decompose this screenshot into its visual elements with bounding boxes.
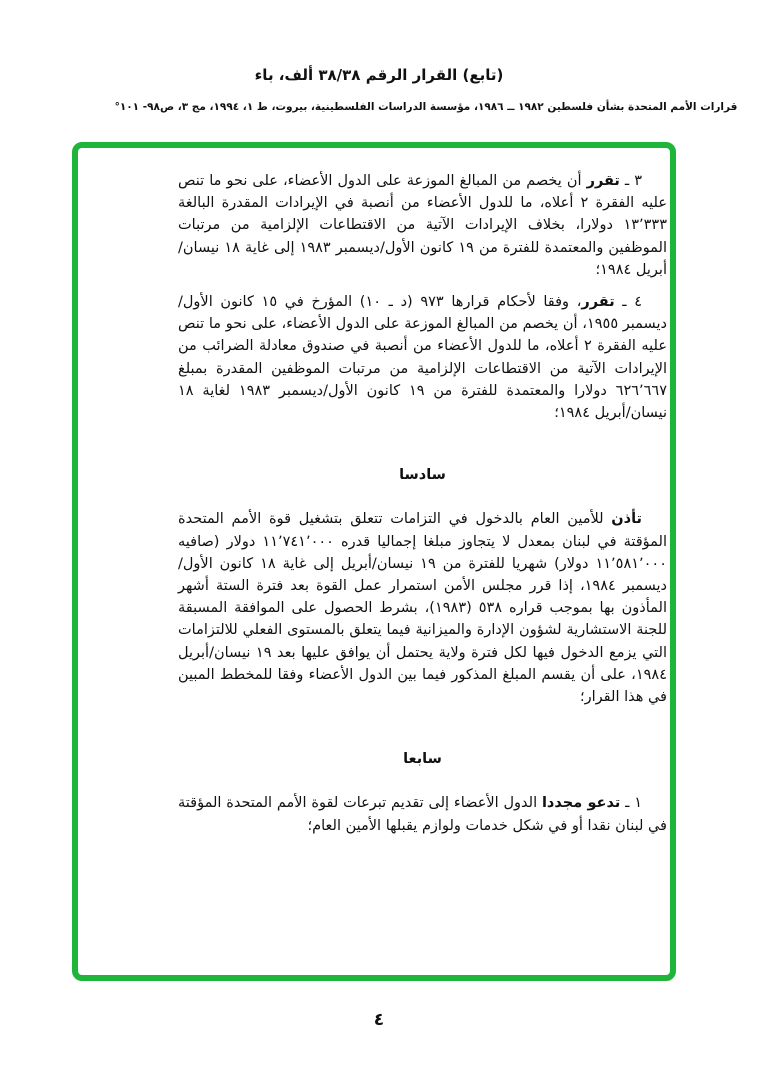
paragraph: ١ ـ تدعو مجددا الدول الأعضاء إلى تقديم تبرعات لقوة الأمم المتحدة المؤقتة في لبنان نقدا أو في شكل خدمات ولوازم يقبلها الأمين العام؛	[178, 795, 667, 834]
resolution-body	[178, 170, 667, 847]
document-title: (تابع) القرار الرقم ٣٨/٣٨ ألف، باء	[254, 66, 504, 84]
paragraph: تأذن للأمين العام بالدخول في التزامات تتعلق بتشغيل قوة الأمم المتحدة المؤقتة في لبنان بمعدل لا يتجاوز مبلغا إجماليا قدره ١١٬٧٤١٬٠٠٠ دولار (صافيه ١١٬٥٨١٬٠٠٠ دولار) شهريا للفترة من ١٩ نيسان/أبريل إلى غاية ١٨ كانون الأول/ديسمبر ١٩٨٤، إذا قرر مجلس الأمن استمرار عمل القوة بعد فترة الستة أشهر المأذون بها بموجب قراره ٥٣٨ (١٩٨٣)، بشرط الحصول على الموافقة المسبقة للجنة الاستشارية لشؤون الإدارة والميزانية فيما يتعلق بالمستوى الفعلي للالتزامات التي يزمع الدخول فيها لكل فترة ولاية يحتمل أن يوافق عليها بعد ١٩ نيسان/أبريل ١٩٨٤، على أن يقسم المبلغ المذكور فيما بين الدول الأعضاء وفقا للمخطط المبين في هذا القرار؛	[178, 511, 668, 706]
page-number: ٤	[373, 1010, 385, 1030]
source-citation-line: قرارات الأمم المتحدة بشأن فلسطين ١٩٨٢ ــ ١٩٨٦، مؤسسة الدراسات الفلسطينية، بيروت، ط ١، ١٩٩٤، مج ٣، ص٩٨- ١٠١°	[114, 101, 738, 113]
section-heading: سابعا	[403, 751, 442, 768]
paragraph: ٣ ـ تقرر أن يخصم من المبالغ الموزعة على الدول الأعضاء، على نحو ما تنص عليه الفقرة ٢ أعلاه، ما للدول الأعضاء من أنصبة في الإيرادات المقدرة البالغة ١٣٬٣٣٣ دولارا، بخلاف الإيرادات الآتية من الاقتطاعات الإلزامية من مرتبات الموظفين والمعتمدة للفترة من ١٩ كانون الأول/ديسمبر ١٩٨٣ إلى غاية ١٨ نيسان/أبريل ١٩٨٤؛	[178, 173, 668, 278]
paragraph: ٤ ـ تقرر، وفقا لأحكام قرارها ٩٧٣ (د ـ ١٠) المؤرخ في ١٥ كانون الأول/ديسمبر ١٩٥٥، أن يخصم من المبالغ الموزعة على الدول الأعضاء، على نحو ما تنص عليه الفقرة ٢ أعلاه، ما للدول الأعضاء من أنصبة في صندوق معادلة الضرائب من الإيرادات الآتية من الاقتطاعات الإلزامية من مرتبات الموظفين المقدرة بمبلغ ٦٢٦٬٦٦٧ دولارا والمعتمدة للفترة من ١٩ كانون الأول/ديسمبر ١٩٨٣ لغاية ١٨ نيسان/أبريل ١٩٨٤؛	[178, 294, 668, 422]
section-heading: سادسا	[399, 467, 446, 484]
